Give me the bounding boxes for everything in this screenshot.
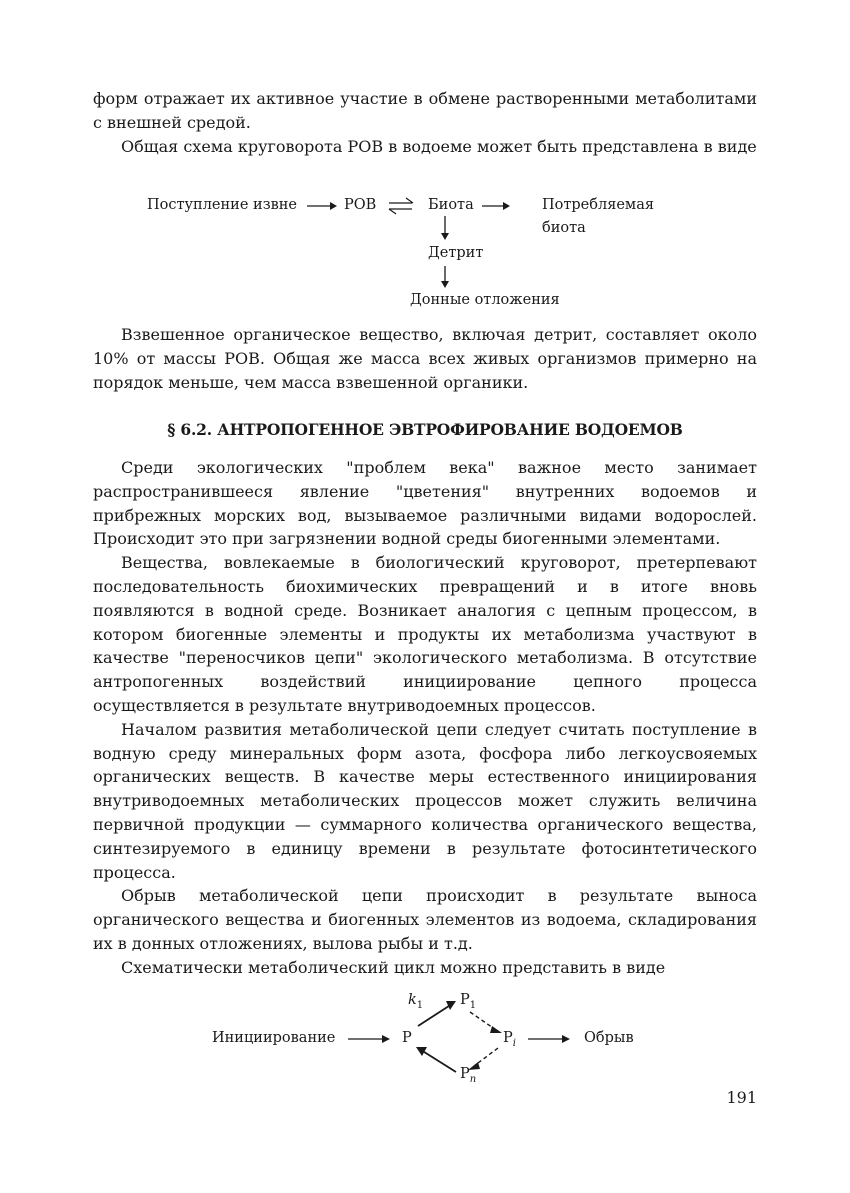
- cycle-k1-label: [408, 992, 423, 1011]
- section-heading: § 6.2. АНТРОПОГЕННОЕ ЭВТРОФИРОВАНИЕ ВОДОЕМОВ: [167, 420, 683, 439]
- cycle-p-label: P: [402, 1030, 412, 1046]
- arrow-head-p1: [446, 1001, 456, 1010]
- cycle-termination-label: Обрыв: [584, 1030, 634, 1046]
- diagram-sediments-label: Донные отложения: [410, 292, 560, 308]
- diagram-rov-label: РОВ: [344, 197, 377, 213]
- diagram-detritus-label: Детрит: [428, 245, 484, 261]
- k-symbol: k: [408, 992, 417, 1008]
- paragraph-continuation: форм отражает их активное участие в обмене растворенными метаболитами с внешней средой.: [93, 89, 757, 132]
- paragraph-suspended-matter: Взвешенное органическое вещество, включая детрит, составляет около 10% от массы РОВ. Общая же масса всех живых организмов примерно на порядок меньше, чем масса взвешенной органики.: [93, 325, 757, 392]
- diagram-consumed-label-1: Потребляемая: [542, 197, 654, 213]
- p1-symbol: P: [460, 992, 470, 1008]
- pn-symbol: P: [460, 1066, 470, 1082]
- cycle-initiation-label: Инициирование: [212, 1030, 336, 1046]
- pi-symbol: P: [503, 1030, 513, 1046]
- page-number: 191: [726, 1088, 757, 1107]
- diagram-source-label: Поступление извне: [147, 197, 298, 213]
- paragraph-cycle-intro: Схематически метаболический цикл можно представить в виде: [121, 957, 666, 977]
- paragraph-scheme-intro: Общая схема круговорота РОВ в водоеме может быть представлена в виде: [121, 136, 757, 156]
- cycle-p1-label: [460, 992, 476, 1011]
- cycle-pn-label: [460, 1066, 476, 1085]
- paragraph-eutrophication: Среди экологических "проблем века" важное место занимает распространившееся явление "цветения" внутренних водоемов и прибрежных морских вод, вызываемое различными видами водорослей. Происходит это при загрязнении водной среды биогенными элементами.: [93, 458, 757, 549]
- paragraph-chain-analogy: Вещества, вовлекаемые в биологический круговорот, претерпевают последовательность биохимических превращений и в итоге вновь появляются в водной среде. Возникает аналогия с цепным процессом, в котором биогенные элементы и продукты их метаболизма участвуют в качестве "переносчиков цепи" экологического метаболизма. В отсутствие антропогенных воздействий инициирование цепного процесса осуществляется в результате внутриводоемных процессов.: [93, 553, 757, 715]
- p1-subscript: 1: [469, 999, 477, 1011]
- k-subscript: 1: [416, 999, 424, 1011]
- arrow-head-termination: [562, 1035, 570, 1043]
- pi-subscript: i: [512, 1037, 516, 1049]
- paragraph-chain-start: Началом развития метаболической цепи следует считать поступление в водную среду минеральных форм азота, фосфора либо легкоусвояемых органических веществ. В качестве меры естественного инициирования внутриводоемных метаболических процессов может служить величина первичной продукции — суммарного количества органического вещества, синтезируемого в единицу времени в результате фотосинтетического процесса.: [93, 719, 757, 882]
- pn-subscript: n: [469, 1073, 477, 1085]
- arrow-head-p: [416, 1047, 427, 1056]
- arrow-head-pi: [490, 1026, 502, 1033]
- arrow-head-initiation: [382, 1035, 390, 1043]
- diagram-consumed-label-2: биота: [542, 220, 586, 236]
- paragraph-chain-break: Обрыв метаболической цепи происходит в результате выноса органического вещества и биогенных элементов из водоема, складирования их в донных отложениях, вылова рыбы и т.д.: [93, 886, 757, 953]
- arrow-pn-to-p: [421, 1050, 456, 1072]
- cycle-pi-label: [503, 1030, 516, 1049]
- diagram-biota-label: Биота: [428, 197, 474, 213]
